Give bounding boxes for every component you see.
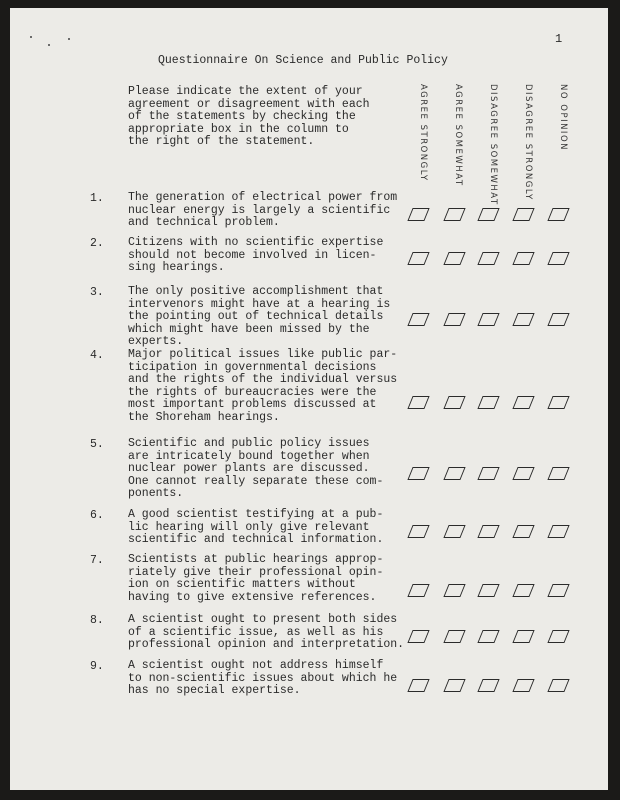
question-text: Scientific and public policy issues are intricately bound together when nuclear power plants are discussed. One cannot really separate these com- ponents. xyxy=(128,437,384,500)
question-number: 3. xyxy=(90,286,104,299)
checkbox-agree-somewhat[interactable] xyxy=(443,630,465,643)
question-number: 6. xyxy=(90,509,104,522)
checkbox-agree-strongly[interactable] xyxy=(407,630,429,643)
question-number: 9. xyxy=(90,660,104,673)
checkbox-agree-strongly[interactable] xyxy=(407,208,429,221)
checkbox-agree-somewhat[interactable] xyxy=(443,584,465,597)
checkbox-disagree-strongly[interactable] xyxy=(512,630,534,643)
checkbox-disagree-strongly[interactable] xyxy=(512,208,534,221)
checkbox-disagree-somewhat[interactable] xyxy=(477,313,499,326)
checkbox-agree-strongly[interactable] xyxy=(407,679,429,692)
checkbox-agree-strongly[interactable] xyxy=(407,313,429,326)
checkbox-no-opinion[interactable] xyxy=(547,630,569,643)
column-header-disagree-somewhat: DISAGREE SOMEWHAT xyxy=(488,84,498,206)
question-text: A scientist ought to present both sides of a scientific issue, as well as his professional opinion and interpretation. xyxy=(128,613,405,651)
checkbox-no-opinion[interactable] xyxy=(547,584,569,597)
checkbox-disagree-somewhat[interactable] xyxy=(477,467,499,480)
checkbox-no-opinion[interactable] xyxy=(547,313,569,326)
question-number: 5. xyxy=(90,438,104,451)
checkbox-disagree-strongly[interactable] xyxy=(512,252,534,265)
checkbox-disagree-strongly[interactable] xyxy=(512,313,534,326)
question-text: Scientists at public hearings approp- riately give their professional opin- ion on scientific matters without having to give extensive references. xyxy=(128,553,384,604)
checkbox-disagree-somewhat[interactable] xyxy=(477,679,499,692)
question-number: 8. xyxy=(90,614,104,627)
checkbox-disagree-strongly[interactable] xyxy=(512,396,534,409)
checkbox-disagree-strongly[interactable] xyxy=(512,467,534,480)
checkbox-no-opinion[interactable] xyxy=(547,679,569,692)
checkbox-disagree-somewhat[interactable] xyxy=(477,252,499,265)
checkbox-disagree-strongly[interactable] xyxy=(512,525,534,538)
question-text: The only positive accomplishment that intervenors might have at a hearing is the pointing out of technical details which might have been missed by the experts. xyxy=(128,285,391,348)
checkbox-disagree-somewhat[interactable] xyxy=(477,208,499,221)
instructions: Please indicate the extent of your agreement or disagreement with each of the statements by checking the appropriate box in the column to the right of the statement. xyxy=(128,85,370,148)
checkbox-no-opinion[interactable] xyxy=(547,525,569,538)
questionnaire-page xyxy=(10,8,608,790)
checkbox-disagree-somewhat[interactable] xyxy=(477,584,499,597)
checkbox-no-opinion[interactable] xyxy=(547,467,569,480)
checkbox-agree-somewhat[interactable] xyxy=(443,252,465,265)
question-text: Citizens with no scientific expertise should not become involved in licen- sing hearings. xyxy=(128,236,384,274)
page-title: Questionnaire On Science and Public Policy xyxy=(158,54,448,67)
checkbox-agree-strongly[interactable] xyxy=(407,396,429,409)
checkbox-disagree-somewhat[interactable] xyxy=(477,525,499,538)
page-number: 1 xyxy=(555,32,563,46)
column-header-agree-strongly: AGREE STRONGLY xyxy=(418,84,428,182)
checkbox-agree-somewhat[interactable] xyxy=(443,679,465,692)
question-number: 4. xyxy=(90,349,104,362)
question-number: 7. xyxy=(90,554,104,567)
checkbox-disagree-somewhat[interactable] xyxy=(477,396,499,409)
question-number: 1. xyxy=(90,192,104,205)
checkbox-agree-somewhat[interactable] xyxy=(443,396,465,409)
checkbox-disagree-strongly[interactable] xyxy=(512,584,534,597)
column-header-disagree-strongly: DISAGREE STRONGLY xyxy=(523,84,533,201)
checkbox-agree-strongly[interactable] xyxy=(407,525,429,538)
question-text: A scientist ought not address himself to non-scientific issues about which he has no special expertise. xyxy=(128,659,398,697)
column-header-agree-somewhat: AGREE SOMEWHAT xyxy=(453,84,463,187)
question-text: Major political issues like public par- ticipation in governmental decisions and the rights of the individual versus the rights of bureaucracies were the most important problems discussed at the Shoreham hearings. xyxy=(128,348,398,424)
checkbox-agree-somewhat[interactable] xyxy=(443,467,465,480)
checkbox-agree-somewhat[interactable] xyxy=(443,525,465,538)
question-text: The generation of electrical power from nuclear energy is largely a scientific and technical problem. xyxy=(128,191,398,229)
question-number: 2. xyxy=(90,237,104,250)
checkbox-disagree-strongly[interactable] xyxy=(512,679,534,692)
checkbox-agree-strongly[interactable] xyxy=(407,584,429,597)
checkbox-no-opinion[interactable] xyxy=(547,208,569,221)
column-header-no-opinion: NO OPINION xyxy=(558,84,568,151)
checkbox-agree-strongly[interactable] xyxy=(407,467,429,480)
question-text: A good scientist testifying at a pub- lic hearing will only give relevant scientific and technical information. xyxy=(128,508,384,546)
checkbox-no-opinion[interactable] xyxy=(547,396,569,409)
checkbox-agree-strongly[interactable] xyxy=(407,252,429,265)
checkbox-agree-somewhat[interactable] xyxy=(443,313,465,326)
checkbox-no-opinion[interactable] xyxy=(547,252,569,265)
checkbox-agree-somewhat[interactable] xyxy=(443,208,465,221)
checkbox-disagree-somewhat[interactable] xyxy=(477,630,499,643)
